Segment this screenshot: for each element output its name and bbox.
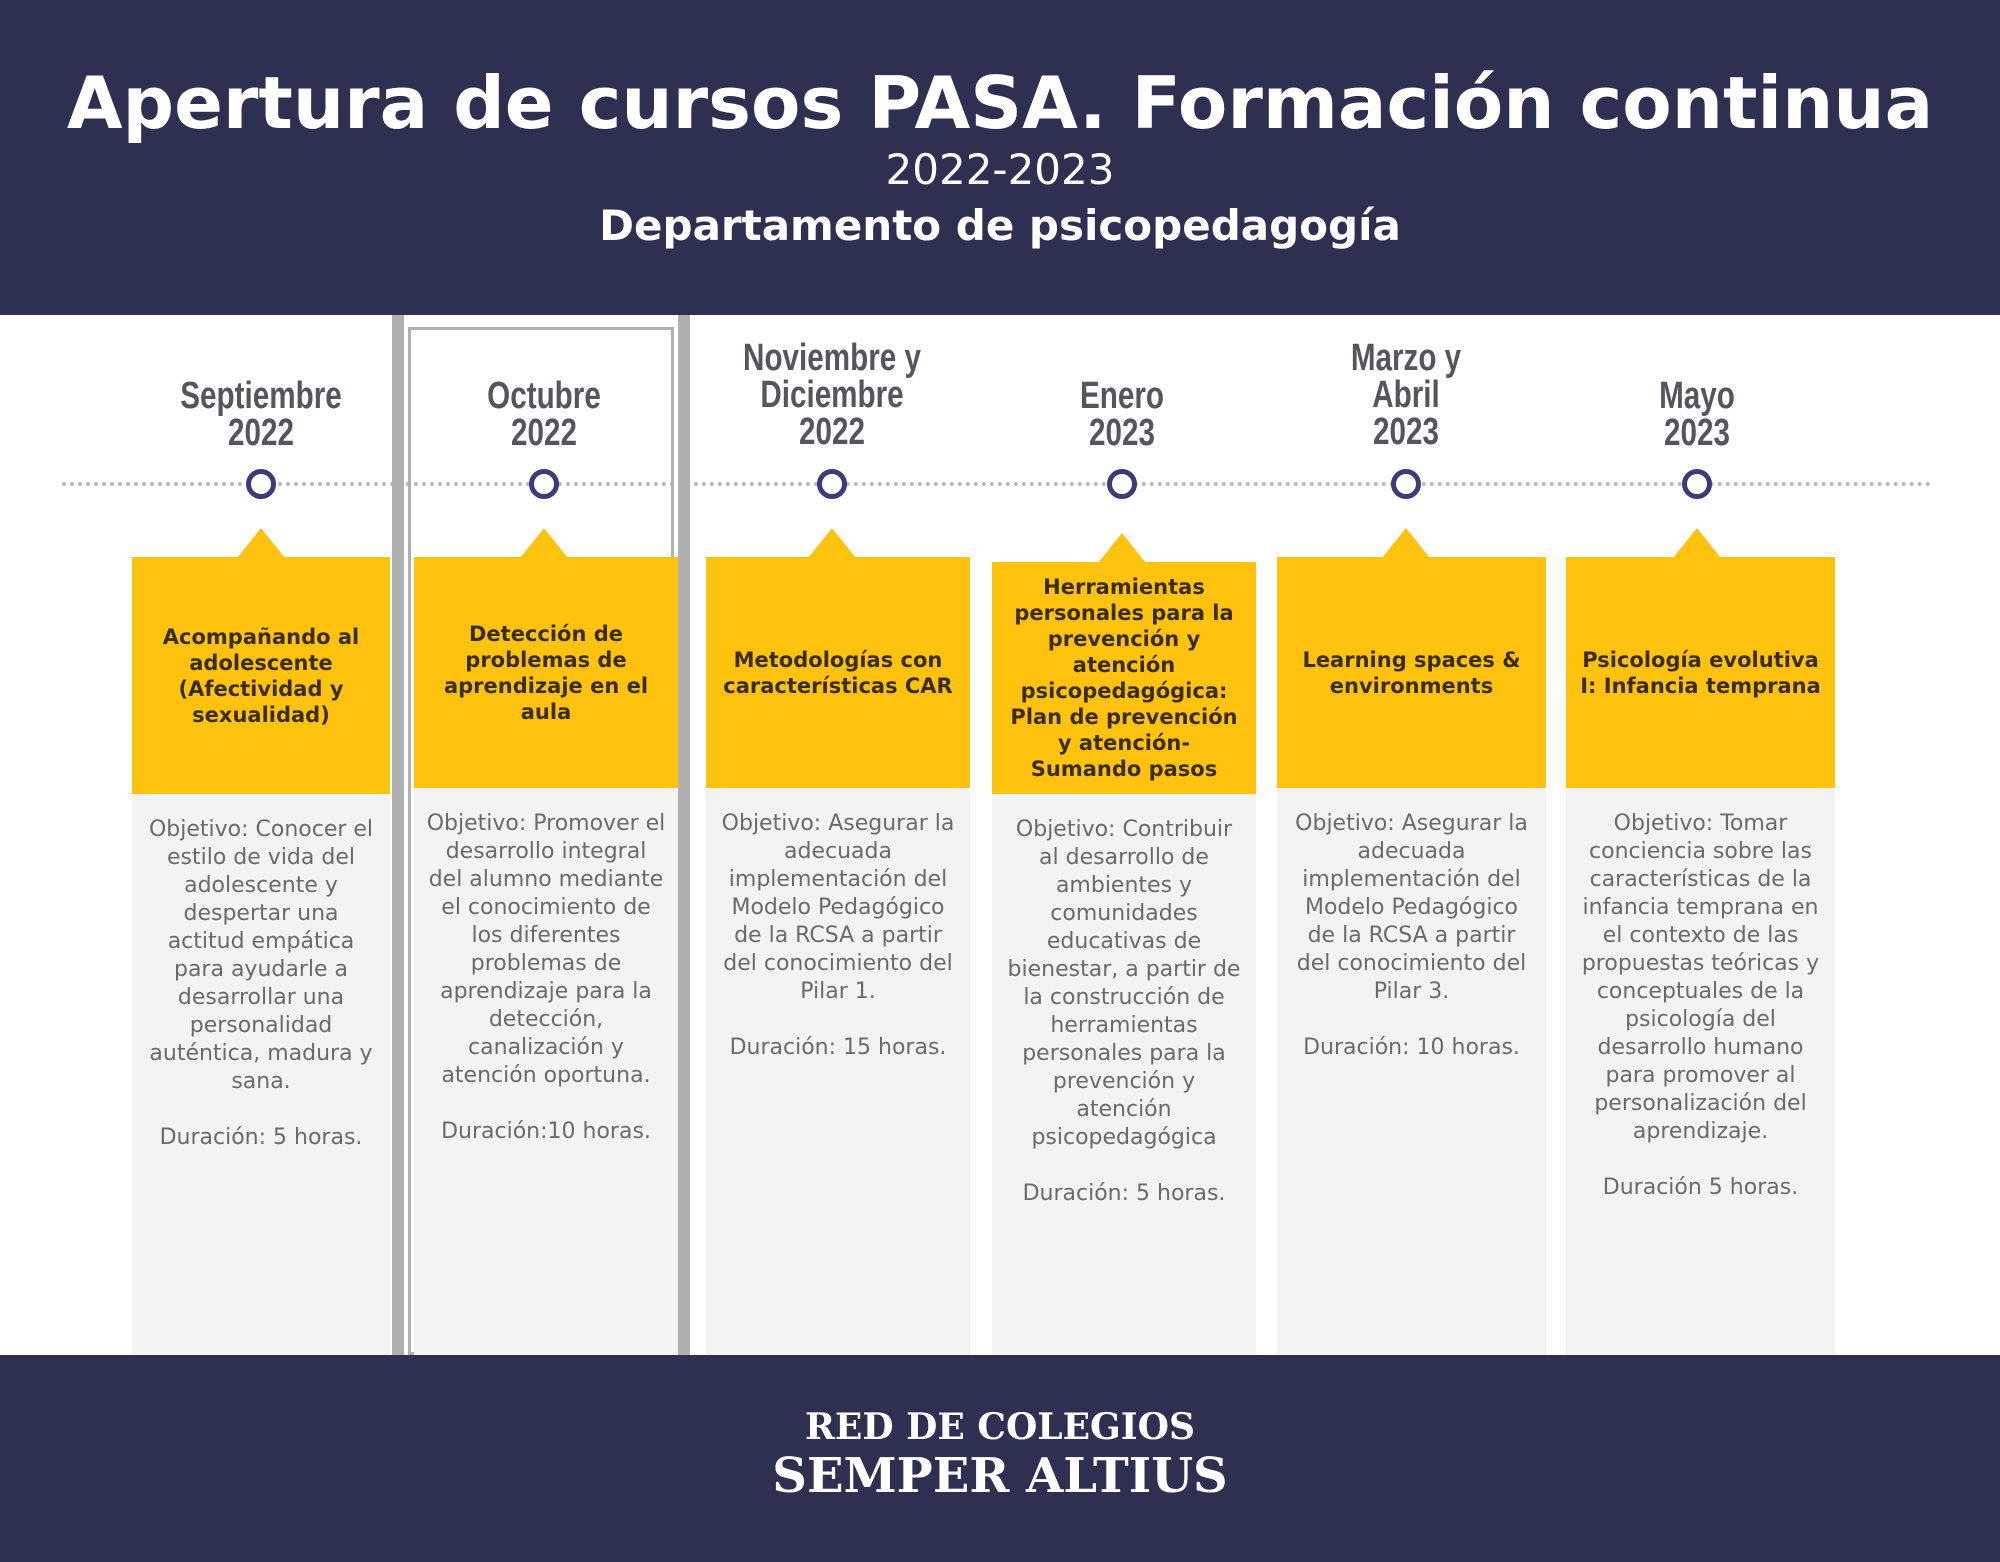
timeline-dot-4 xyxy=(1107,469,1137,499)
header-banner xyxy=(0,0,2000,315)
course-title: Learning spaces & environments xyxy=(1302,647,1521,698)
course-pointer-6 xyxy=(1673,528,1721,558)
course-objective: Objetivo: Asegurar la adecuada implementación del Modelo Pedagógico de la RCSA a partir del conocimiento del Pilar 3. xyxy=(1295,811,1528,1004)
course-duration: Duración 5 horas. xyxy=(1602,1175,1799,1200)
course-objective: Objetivo: Asegurar la adecuada implementación del Modelo Pedagógico de la RCSA a partir del conocimiento del Pilar 1. xyxy=(721,811,955,1004)
course-title: Herramientas personales para la prevención y atención psicopedagógica: Plan de prevención y atención- Sumando pasos xyxy=(1010,575,1238,781)
course-objective: Objetivo: Contribuir al desarrollo de ambientes y comunidades educativas de bienestar, a partir de la construcción de herramientas personales para la prevención y atención psicopedagógica xyxy=(1007,817,1241,1150)
course-title: Psicología evolutiva I: Infancia temprana xyxy=(1580,647,1821,698)
course-duration: Duración: 10 horas. xyxy=(1303,1035,1520,1060)
course-duration: Duración: 15 horas. xyxy=(729,1035,947,1060)
course-pointer-1 xyxy=(237,528,285,558)
department-name: Departamento de psicopedagogía xyxy=(599,201,1401,250)
timeline-dot-6 xyxy=(1682,469,1712,499)
course-pointer-4 xyxy=(1098,533,1146,563)
timeline-line xyxy=(62,482,1932,486)
course-title-box-5 xyxy=(1277,557,1546,788)
timeline-dot-1 xyxy=(246,469,276,499)
course-title: Acompañando al adolescente (Afectividad y sexualidad) xyxy=(162,624,360,727)
timeline-date-1: Septiembre 2022 xyxy=(180,375,342,454)
timeline-dot-3 xyxy=(817,469,847,499)
timeline-dot-2 xyxy=(529,469,559,499)
timeline-date-6: Mayo 2023 xyxy=(1659,375,1735,454)
page-title: Apertura de cursos PASA. Formación continua xyxy=(66,61,1934,145)
course-detail-card-2 xyxy=(414,788,678,1355)
course-pointer-3 xyxy=(808,528,856,558)
course-duration: Duración:10 horas. xyxy=(441,1119,651,1144)
course-detail-card-3 xyxy=(706,788,970,1355)
school-year: 2022-2023 xyxy=(885,145,1115,194)
course-pointer-5 xyxy=(1382,528,1430,558)
course-title-box-1 xyxy=(132,557,390,794)
course-detail-card-4 xyxy=(992,794,1256,1355)
brand-line-2: SEMPER ALTIUS xyxy=(772,1448,1228,1504)
course-detail-card-1 xyxy=(132,794,390,1355)
timeline-date-4: Enero 2023 xyxy=(1079,375,1164,454)
course-objective: Objetivo: Tomar conciencia sobre las características de la infancia temprana en el contexto de las propuestas teóricas y conceptuales de la psicología del desarrollo humano para promover al personalización del aprendizaje. xyxy=(1581,811,1820,1144)
course-pointer-2 xyxy=(520,528,568,558)
timeline-date-3: Noviembre y Diciembre 2022 xyxy=(743,337,921,453)
course-title-box-3 xyxy=(706,557,970,788)
course-objective: Objetivo: Promover el desarrollo integral del alumno mediante el conocimiento de los diferentes problemas de aprendizaje para la detección, canalización y atención oportuna. xyxy=(426,811,666,1088)
course-objective: Objetivo: Conocer el estilo de vida del adolescente y despertar una actitud empática para ayudarle a desarrollar una personalidad auténtica, madura y sana. xyxy=(148,817,374,1094)
course-title-box-6 xyxy=(1566,557,1835,788)
course-title-box-2 xyxy=(414,557,678,788)
course-detail-card-6 xyxy=(1566,788,1835,1355)
course-duration: Duración: 5 horas. xyxy=(159,1125,363,1150)
course-detail-card-5 xyxy=(1277,788,1546,1355)
brand-line-1: RED DE COLEGIOS xyxy=(804,1406,1195,1448)
course-title: Metodologías con características CAR xyxy=(723,647,953,698)
timeline-dot-5 xyxy=(1391,469,1421,499)
course-title: Detección de problemas de aprendizaje en el aula xyxy=(443,621,649,724)
course-duration: Duración: 5 horas. xyxy=(1022,1181,1226,1206)
timeline-date-2: Octubre 2022 xyxy=(487,375,601,454)
timeline-date-5: Marzo y Abril 2023 xyxy=(1350,337,1462,453)
course-title-box-4 xyxy=(992,562,1256,794)
